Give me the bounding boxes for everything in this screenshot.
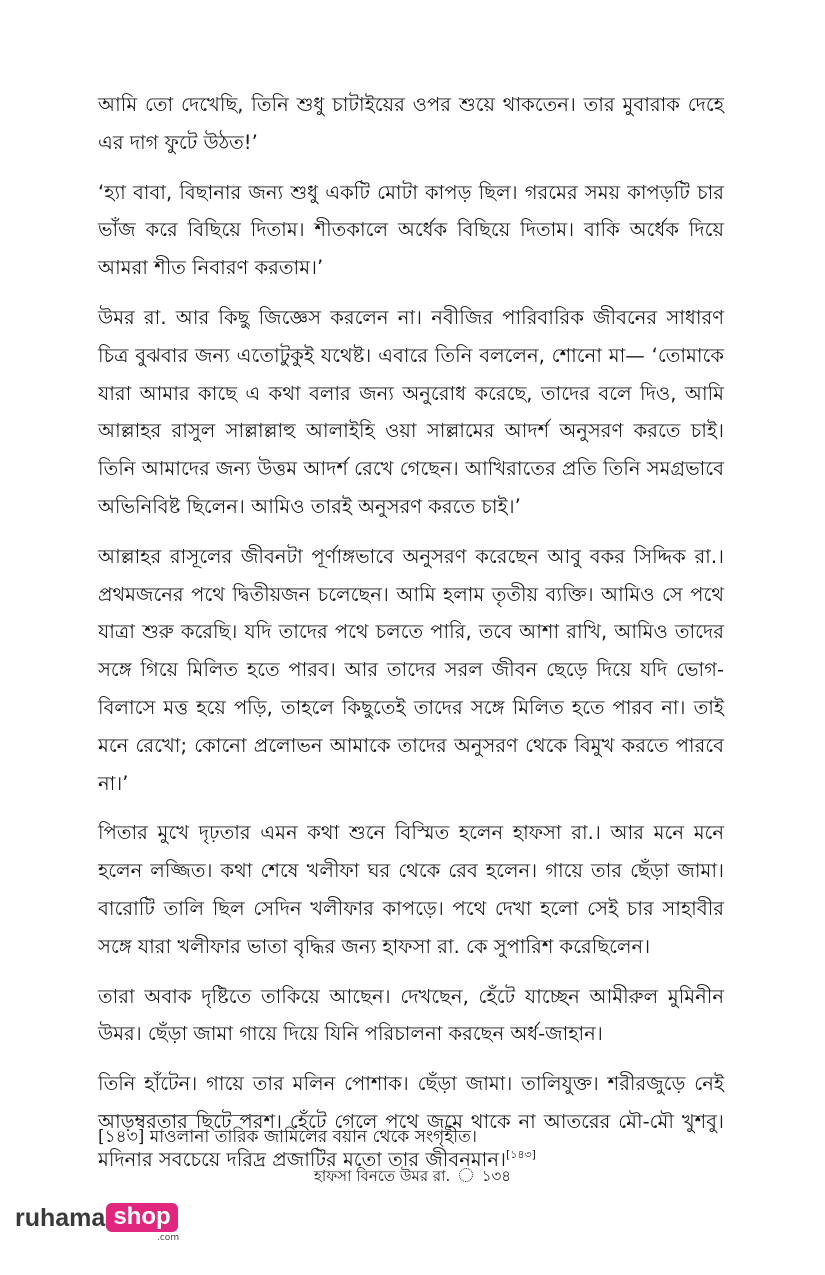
running-footer	[0, 1165, 825, 1190]
paragraph-3: উমর রা. আর কিছু জিজ্ঞেস করলেন না। নবীজির পারিবারিক জীবনের সাধারণ চিত্র বুঝবার জন্য এতোটুকুই যথেষ্ট। এবারে তিনি বললেন, শোনো মা— ‘তোমাকে যারা আমার কাছে এ কথা বলার জন্য অনুরোধ করেছে, তাদের বলে দিও, আমি আল্লাহর রাসুল সাল্লাল্লাহু আলাইহি ওয়া সাল্লামের আদর্শ অনুসরণ করতে চাই। তিনি আমাদের জন্য উত্তম আদর্শ রেখে গেছেন। আখিরাতের প্রতি তিনি সমগ্রভাবে অভিনিবিষ্ট ছিলেন। আমিও তারই অনুসরণ করতে চাই।’	[98, 305, 724, 518]
paragraph-2: ‘হ্যা বাবা, বিছানার জন্য শুধু একটি মোটা কাপড় ছিল। গরমের সময় কাপড়টি চার ভাঁজ করে বিছিয়ে দিতাম। শীতকালে অর্ধেক বিছিয়ে দিতাম। বাকি অর্ধেক দিয়ে আমরা শীত নিবারণ করতাম।’	[98, 180, 724, 280]
ruhamashop-watermark-logo	[15, 1203, 178, 1243]
paragraph-1: আমি তো দেখেছি, তিনি শুধু চাটাইয়ের ওপর শুয়ে থাকতেন। তার মুবারাক দেহে এর দাগ ফুটে উঠত!’	[98, 93, 724, 154]
footer-book-title: হাফসা বিনতে উমর রা.	[313, 1167, 451, 1185]
footnote-reference[interactable]: [১৪৩]	[505, 1147, 536, 1161]
footer-separator-icon	[459, 1168, 473, 1182]
logo-text-sub: .com	[157, 1233, 180, 1243]
paragraph-5: পিতার মুখে দৃঢ়তার এমন কথা শুনে বিস্মিত হলেন হাফসা রা.। আর মনে মনে হলেন লজ্জিত। কথা শেষে খলীফা ঘর থেকে রেব হলেন। গায়ে তার ছেঁড়া জামা। বারোটি তালি ছিল সেদিন খলীফার কাপড়ে। পথে দেখা হলো সেই চার সাহাবীর সঙ্গে যারা খলীফার ভাতা বৃদ্ধির জন্য হাফসা রা. কে সুপারিশ করেছিলেন।	[98, 821, 724, 958]
paragraph-6: তারা অবাক দৃষ্টিতে তাকিয়ে আছেন। দেখছেন, হেঁটে যাচ্ছেন আমীরুল মুমিনীন উমর। ছেঁড়া জামা গায়ে দিয়ে যিনি পরিচালনা করছেন অর্ধ-জাহান।	[98, 984, 724, 1046]
logo-text-box: shop	[106, 1203, 177, 1232]
page-number: ১৩৪	[481, 1167, 512, 1185]
footnote-divider	[98, 1115, 258, 1116]
paragraph-4: আল্লাহর রাসূলের জীবনটা পূর্ণাঙ্গভাবে অনুসরণ করেছেন আবু বকর সিদ্দিক রা.। প্রথমজনের পথে দ্বিতীয়জন চলেছেন। আমি হলাম তৃতীয় ব্যক্তি। আমিও সে পথে যাত্রা শুরু করেছি। যদি তাদের পথে চলতে পারি, তবে আশা রাখি, আমিও তাদের সঙ্গে গিয়ে মিলিত হতে পারব। আর তাদের সরল জীবন ছেড়ে দিয়ে যদি ভোগ-বিলাসে মত্ত হয়ে পড়ি, তাহলে কিছুতেই তাদের সঙ্গে মিলিত হতে পারব না। তাই মনে রেখো; কোনো প্রলোভন আমাকে তাদের অনুসরণ থেকে বিমুখ করতে পারবে না।’	[98, 544, 724, 795]
footnote: [১৪৩] মাওলানা তারিক জামিলের বয়ান থেকে সংগৃহীত।	[98, 1127, 477, 1147]
paragraph-7-text: তিনি হাঁটেন। গায়ে তার মলিন পোশাক। ছেঁড়া জামা। তালিযুক্ত। শরীরজুড়ে নেই আড়ম্বরতার ছিটে পরশ। হেঁটে গেলে পথে জমে থাকে না আতরের মৌ-মৌ খুশবু। মদিনার সবচেয়ে দরিদ্র প্রজাটির মতো তার জীবনমান।	[98, 1072, 724, 1171]
body-text	[98, 86, 724, 1191]
paragraph-7	[98, 1065, 724, 1178]
logo-text-main: ruhama	[15, 1204, 106, 1232]
